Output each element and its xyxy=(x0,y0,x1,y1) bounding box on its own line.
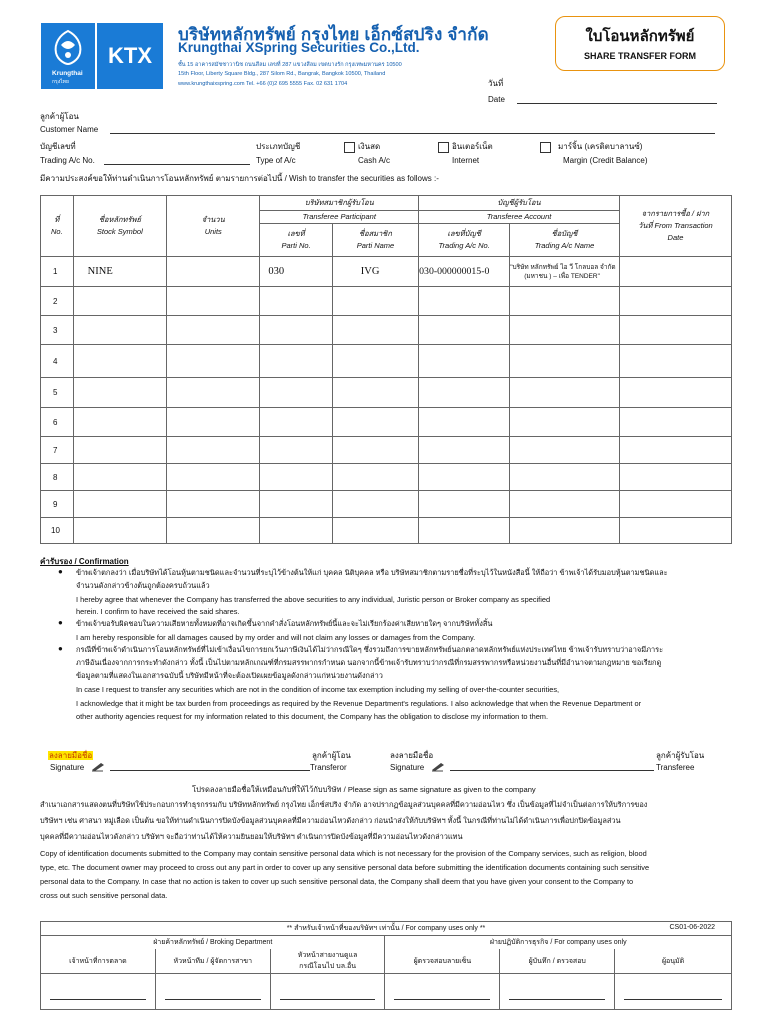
stock-symbol-cell[interactable] xyxy=(73,378,166,408)
parti-no-cell[interactable] xyxy=(260,287,332,316)
row-number: 10 xyxy=(41,518,74,544)
signature-label-th: ลงลายมือชื่อ xyxy=(49,751,93,760)
account-no-label-en: Trading A/c No. xyxy=(40,156,95,165)
cash-label-th: เงินสด xyxy=(358,142,381,151)
transaction-date-cell[interactable] xyxy=(619,345,731,378)
units-cell[interactable] xyxy=(167,316,260,345)
acno-cell[interactable] xyxy=(419,378,510,408)
row-number: 3 xyxy=(41,316,74,345)
confirmation-3-en-cont: other authority agencies request for my information related to this document, the Company has the obligation to disclose my information to them. xyxy=(76,712,549,721)
company-name-th: บริษัทหลักทรัพย์ กรุงไทย เอ็กซ์สปริง จำกัด xyxy=(178,25,489,44)
row-number: 9 xyxy=(41,491,74,518)
parti-name-cell[interactable] xyxy=(332,464,418,491)
parti-no-cell[interactable] xyxy=(260,437,332,464)
units-cell[interactable] xyxy=(167,345,260,378)
margin-label-en: Margin (Credit Balance) xyxy=(563,156,648,165)
units-cell[interactable] xyxy=(167,287,260,316)
transferee-signature-field[interactable] xyxy=(450,770,654,771)
parti-name-cell[interactable] xyxy=(332,345,418,378)
internet-label-th: อินเตอร์เน็ต xyxy=(452,142,493,151)
transaction-date-cell[interactable] xyxy=(619,518,731,544)
cash-label-en: Cash A/c xyxy=(358,156,391,165)
col-parti-no-header: เลขที่ Parti No. xyxy=(260,224,332,257)
table-row xyxy=(41,437,732,464)
team-head-sign[interactable] xyxy=(155,974,270,1010)
transaction-date-cell[interactable] xyxy=(619,464,731,491)
acno-cell[interactable] xyxy=(419,437,510,464)
department-head-sign[interactable] xyxy=(270,974,385,1010)
table-row xyxy=(41,491,732,518)
acname-cell[interactable] xyxy=(510,491,620,518)
table-row xyxy=(41,378,732,408)
col-acname-header: ชื่อบัญชี Trading A/c Name xyxy=(510,224,620,257)
parti-name-cell[interactable] xyxy=(332,437,418,464)
confirmation-1-en-cont: herein. I confirm to have received the said shares. xyxy=(76,607,240,616)
operations-department-header: ฝ่ายปฏิบัติการธุรกิจ / For company uses only xyxy=(385,936,732,950)
units-cell[interactable] xyxy=(167,408,260,437)
privacy-notice-th-cont: บุคคลที่มีความอ่อนไหวดังกล่าว บริษัทฯ จะถือว่าท่านได้ให้ความยินยอมให้บริษัทฯ ดำเนินการปิดบังข้อมูลที่มีความอ่อนไหวดังกล่าวแทน xyxy=(40,832,463,841)
parti-name-cell[interactable] xyxy=(332,378,418,408)
units-cell[interactable] xyxy=(167,464,260,491)
table-row xyxy=(41,518,732,544)
transaction-date-cell[interactable] xyxy=(619,437,731,464)
transaction-date-cell[interactable] xyxy=(619,287,731,316)
garuda-logo-icon xyxy=(46,27,90,67)
transaction-date-cell[interactable] xyxy=(619,378,731,408)
company-use-title: ** สำหรับเจ้าหน้าที่ของบริษัทฯ เท่านั้น / For company uses only ** xyxy=(286,925,486,932)
confirmation-2-th: ข้าพเจ้าขอรับผิดชอบในความเสียหายทั้งหมดที่อาจเกิดขึ้นจากคำสั่งโอนหลักทรัพย์นี้และจะไม่เรียกร้องค่าเสียหายใดๆ จากบริษัททั้งสิ้น xyxy=(76,619,493,628)
table-row xyxy=(41,408,732,437)
address-line: ชั้น 15 อาคารสมัชชาวานิช ถนนสีลม เลขที่ 287 แขวงสีลม เขตบางรัก กรุงเทพมหานคร 10500 xyxy=(178,62,402,68)
signature-checker-header: ผู้ตรวจสอบลายเซ็น xyxy=(385,949,500,974)
table-row xyxy=(41,464,732,491)
pen-icon xyxy=(91,762,105,772)
form-title-en: SHARE TRANSFER FORM xyxy=(584,51,696,61)
privacy-notice-en-cont: type, etc. The document owner may proceed to cross out any part in order to cover up any sensitive personal data before submitting the identification documents containing such sensitive xyxy=(40,863,650,872)
privacy-notice-th-cont: บริษัทฯ เช่น ศาสนา หมู่เลือด เป็นต้น ขอให้ท่านดำเนินการปิดบังข้อมูลส่วนบุคคลที่มีความอ่อนไหวดังกล่าว ก่อนนำส่งให้กับบริษัทฯ ทั้งนี้ ในกรณีที่ท่านไม่ได้ดำเนินการเพื่อปกปิดข้อมูลส่วน xyxy=(40,816,621,825)
signature-label-en: Signature xyxy=(50,763,85,772)
units-cell[interactable] xyxy=(167,437,260,464)
col-no-header: ที่ No. xyxy=(41,196,74,257)
parti-name-cell[interactable]: IVG xyxy=(332,257,418,287)
acno-cell[interactable] xyxy=(419,345,510,378)
row-number: 8 xyxy=(41,464,74,491)
acno-cell[interactable] xyxy=(419,316,510,345)
confirmation-3-th: กรณีที่ข้าพเจ้าดำเนินการโอนหลักทรัพย์ที่ไม่เข้าเงื่อนไขการยกเว้นภาษีเงินได้ไม่ว่ากรณีใดๆ ซึ่งรวมถึงการขายหลักทรัพย์นอกตลาดหลักทรัพย์แห่งประเทศไทย ข้าพเจ้ารับทราบว่าอาจมีภาระ xyxy=(76,645,664,654)
parti-no-cell[interactable] xyxy=(260,518,332,544)
units-cell[interactable] xyxy=(167,518,260,544)
confirmation-3-en: In case I request to transfer any securities which are not in the condition of income tax exemption including my selling of over-the-counter securities, xyxy=(76,685,560,694)
col-symbol-header: ชื่อหลักทรัพย์ Stock Symbol xyxy=(73,196,166,257)
signature-note: โปรดลงลายมือชื่อให้เหมือนกับที่ให้ไว้กับบริษัท / Please sign as same signature as given to the company xyxy=(192,785,536,794)
confirmation-3-en-cont: I acknowledge that it might be tax burden from proceedings as required by the Revenue Department's regulations. I also acknowledge that when the Revenue Department or xyxy=(76,699,642,708)
col-units-header: จำนวน Units xyxy=(167,196,260,257)
recorder-header: ผู้บันทึก / ตรวจสอบ xyxy=(500,949,615,974)
bullet-icon: ● xyxy=(58,618,63,627)
parti-no-cell[interactable] xyxy=(260,378,332,408)
account-no-label-th: บัญชีเลขที่ xyxy=(40,142,76,151)
stock-symbol-cell[interactable] xyxy=(73,345,166,378)
date-label-th: วันที่ xyxy=(488,79,504,88)
confirmation-1-th: ข้าพเจ้าตกลงว่า เมื่อบริษัทได้โอนหุ้นตามชนิดและจำนวนที่ระบุไว้ข้างต้นให้แก่ บุคคล นิติบุคคล หรือ บริษัทสมาชิกตามรายชื่อที่ระบุไว้ในหนังสือนี้ ให้ถือว่า ข้าพเจ้าได้รับมอบหุ้นตามชนิดและ xyxy=(76,568,668,577)
row-number: 7 xyxy=(41,437,74,464)
acname-cell[interactable] xyxy=(510,378,620,408)
margin-label-th: มาร์จิ้น (เครดิตบาลานซ์) xyxy=(558,142,643,151)
acno-cell[interactable] xyxy=(419,464,510,491)
transferor-label-en: Transferor xyxy=(310,763,347,772)
col-acno-header: เลขที่บัญชี Trading A/c No. xyxy=(419,224,510,257)
transfer-intent-text: มีความประสงค์ขอให้ท่านดำเนินการโอนหลักทรัพย์ ตามรายการต่อไปนี้ / Wish to transfer the securities as follows :- xyxy=(40,174,439,183)
internet-label-en: Internet xyxy=(452,156,480,165)
team-head-header: หัวหน้าทีม / ผู้จัดการสาขา xyxy=(155,949,270,974)
transferor-label-th: ลูกค้าผู้โอน xyxy=(312,751,351,760)
stock-symbol-cell[interactable] xyxy=(73,518,166,544)
parti-no-cell[interactable] xyxy=(260,316,332,345)
table-row xyxy=(41,287,732,316)
units-cell[interactable] xyxy=(167,491,260,518)
privacy-notice-en-cont: personal data to the Company. In case that no action is taken to cover up such sensitive personal data, the Company shall deem that you have given your consent to the Company to xyxy=(40,877,634,886)
confirmation-title: คำรับรอง / Confirmation xyxy=(40,557,129,566)
ktx-logo: KTX xyxy=(97,23,163,89)
acname-cell[interactable] xyxy=(510,408,620,437)
stock-symbol-cell[interactable] xyxy=(73,437,166,464)
parti-name-cell[interactable] xyxy=(332,408,418,437)
acno-cell[interactable]: 030-000000015-0 xyxy=(419,257,510,287)
acno-cell[interactable] xyxy=(419,287,510,316)
acno-cell[interactable] xyxy=(419,518,510,544)
transferor-signature-field[interactable] xyxy=(110,770,310,771)
parti-no-cell[interactable] xyxy=(260,491,332,518)
signature-label-th: ลงลายมือชื่อ xyxy=(390,751,434,760)
pen-icon xyxy=(431,762,445,772)
row-number: 5 xyxy=(41,378,74,408)
privacy-notice-th: สำเนาเอกสารแสดงตนที่บริษัทใช้ประกอบการทำธุรกรรมกับ บริษัทหลักทรัพย์ กรุงไทย เอ็กซ์สปริง จำกัด อาจปรากฏข้อมูลส่วนบุคคลที่มีความอ่อนไหว ซึ่ง เป็นข้อมูลที่ไม่จำเป็นต่อการให้บริการของ xyxy=(40,800,648,809)
stock-symbol-cell[interactable] xyxy=(73,316,166,345)
row-number: 4 xyxy=(41,345,74,378)
parti-no-cell[interactable] xyxy=(260,345,332,378)
row-number: 2 xyxy=(41,287,74,316)
parti-no-cell[interactable] xyxy=(260,408,332,437)
company-use-table xyxy=(40,921,732,1010)
account-group-header-en: Transferee Account xyxy=(419,211,620,224)
privacy-notice-en: Copy of identification documents submitted to the Company may contain sensitive personal data which is not necessary for the provision of the Company services, such as religion, blood xyxy=(40,849,647,858)
confirmation-3-th-cont: ข้อมูลตามที่แสดงในเอกสารฉบับนี้ บริษัทมีหน้าที่จะต้องเปิดเผยข้อมูลดังกล่าวแก่หน่วยงานดังกล่าว xyxy=(76,671,383,680)
stock-symbol-cell[interactable] xyxy=(73,491,166,518)
account-no-field[interactable] xyxy=(104,164,250,165)
confirmation-3-th-cont: ภาษีอันเนื่องจากการกระทำดังกล่าว ทั้งนี้ เป็นไปตามหลักเกณฑ์ที่กรมสรรพากรกำหนด นอกจากนี้ข้าพเจ้ารับทราบว่ากรณีที่กรมสรรพากรหรือหน่วยงานอื่นที่มีอำนาจตามกฎหมาย ขอเรียกดู xyxy=(76,658,662,667)
parti-name-cell[interactable] xyxy=(332,518,418,544)
account-group-header: บัญชีผู้รับโอน xyxy=(419,196,620,211)
marketing-officer-sign[interactable] xyxy=(41,974,156,1010)
confirmation-1-en: I hereby agree that whenever the Company has transferred the above securities to any individual, Juristic person or Broker company as specified xyxy=(76,595,551,604)
customer-name-field[interactable] xyxy=(110,133,715,134)
col-transaction-date-header: จากรายการซื้อ / ฝาก วันที่ From Transaction Date xyxy=(619,196,731,257)
date-label-en: Date xyxy=(488,95,505,104)
row-number: 1 xyxy=(41,257,74,287)
form-code: CS01-06-2022 xyxy=(669,924,715,931)
acname-cell[interactable] xyxy=(510,518,620,544)
address-line: 15th Floor, Liberty Square Bldg., 287 Silom Rd., Bangrak, Bangkok 10500, Thailand xyxy=(178,71,386,77)
account-type-label-th: ประเภทบัญชี xyxy=(256,142,301,151)
confirmation-2-en: I am hereby responsible for all damages caused by my order and will not claim any losses or damages from the Company. xyxy=(76,633,476,642)
parti-name-cell[interactable] xyxy=(332,316,418,345)
bullet-icon: ● xyxy=(58,644,63,653)
parti-no-cell[interactable]: 030 xyxy=(260,257,332,287)
transaction-date-cell[interactable] xyxy=(619,257,731,287)
signature-label-en: Signature xyxy=(390,763,425,772)
transferee-label-en: Transferee xyxy=(656,763,695,772)
approver-header: ผู้อนุมัติ xyxy=(615,949,732,974)
acname-cell[interactable] xyxy=(510,345,620,378)
broking-department-header: ฝ่ายค้าหลักทรัพย์ / Broking Department xyxy=(41,936,385,950)
stock-symbol-cell[interactable] xyxy=(73,464,166,491)
acname-cell[interactable] xyxy=(510,437,620,464)
acname-cell[interactable] xyxy=(510,464,620,491)
account-type-label-en: Type of A/c xyxy=(256,156,296,165)
brand-name-th: กรุงไทย xyxy=(52,79,69,85)
company-use-header xyxy=(41,922,732,936)
confirmation-1-th-cont: จำนวนดังกล่าวข้างต้นถูกต้องครบถ้วนแล้ว xyxy=(76,581,210,590)
participant-group-header-en: Transferee Participant xyxy=(260,211,419,224)
parti-no-cell[interactable] xyxy=(260,464,332,491)
transaction-date-cell[interactable] xyxy=(619,408,731,437)
acno-cell[interactable] xyxy=(419,408,510,437)
acname-cell[interactable] xyxy=(510,287,620,316)
acno-cell[interactable] xyxy=(419,491,510,518)
securities-table xyxy=(40,195,732,544)
brand-name: Krungthai xyxy=(52,70,83,77)
customer-name-label-en: Customer Name xyxy=(40,125,99,134)
internet-account-checkbox[interactable] xyxy=(438,142,449,153)
marketing-officer-header: เจ้าหน้าที่การตลาด xyxy=(41,949,156,974)
units-cell[interactable] xyxy=(167,257,260,287)
table-row xyxy=(41,316,732,345)
transaction-date-cell[interactable] xyxy=(619,491,731,518)
stock-symbol-cell[interactable]: NINE xyxy=(73,257,166,287)
signature-checker-sign[interactable] xyxy=(385,974,500,1010)
acname-cell[interactable] xyxy=(510,316,620,345)
stock-symbol-cell[interactable] xyxy=(73,287,166,316)
col-parti-name-header: ชื่อสมาชิก Parti Name xyxy=(332,224,418,257)
company-name-en: Krungthai XSpring Securities Co.,Ltd. xyxy=(178,40,420,55)
bullet-icon: ● xyxy=(58,567,63,576)
contact-line: www.krungthaixspring.com Tel. +66 (0)2 695 5555 Fax. 02 631 1704 xyxy=(178,81,348,87)
parti-name-cell[interactable] xyxy=(332,287,418,316)
approver-sign[interactable] xyxy=(615,974,732,1010)
cash-account-checkbox[interactable] xyxy=(344,142,355,153)
transaction-date-cell[interactable] xyxy=(619,316,731,345)
form-title-box xyxy=(555,16,725,71)
department-head-header: หัวหน้าสายงานดูแล กรณีโอนไป บล.อื่น xyxy=(270,949,385,974)
stock-symbol-cell[interactable] xyxy=(73,408,166,437)
table-row xyxy=(41,257,732,287)
participant-group-header: บริษัทสมาชิกผู้รับโอน xyxy=(260,196,419,211)
units-cell[interactable] xyxy=(167,378,260,408)
customer-name-label-th: ลูกค้าผู้โอน xyxy=(40,112,79,121)
margin-account-checkbox[interactable] xyxy=(540,142,551,153)
acname-cell[interactable]: "บริษัท หลักทรัพย์ ไอ วี โกลบอล จำกัด (มหาชน ) – เพื่อ TENDER" xyxy=(510,257,620,287)
privacy-notice-en-cont: cross out such sensitive personal data. xyxy=(40,891,168,900)
date-field[interactable] xyxy=(517,103,717,104)
recorder-sign[interactable] xyxy=(500,974,615,1010)
form-title-th: ใบโอนหลักทรัพย์ xyxy=(585,28,695,45)
parti-name-cell[interactable] xyxy=(332,491,418,518)
transferee-label-th: ลูกค้าผู้รับโอน xyxy=(656,751,705,760)
table-row xyxy=(41,345,732,378)
row-number: 6 xyxy=(41,408,74,437)
